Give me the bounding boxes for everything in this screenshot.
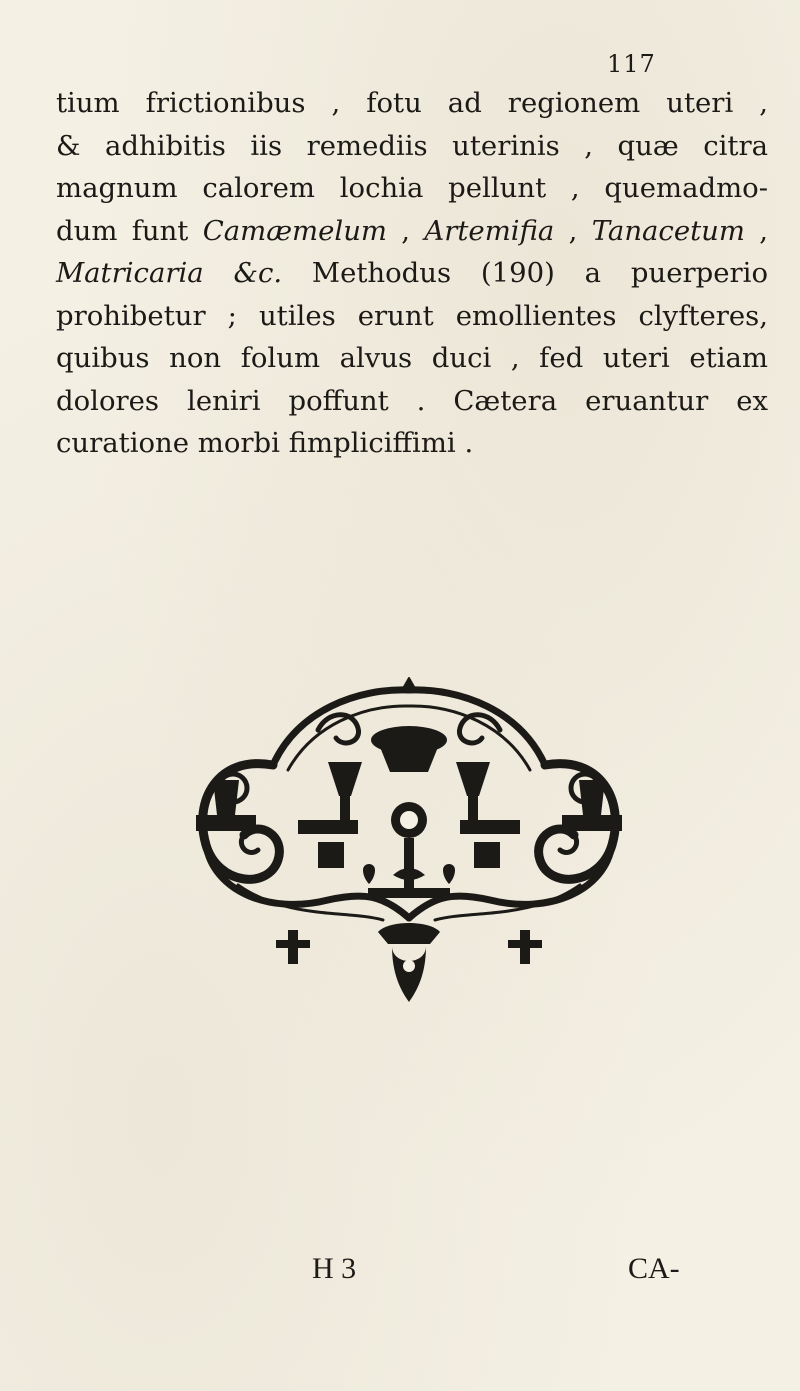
- text-segment: dolores leniri poffunt . Cætera eruantur ex: [56, 384, 768, 417]
- text-segment: quibus non folum alvus duci , fed uteri etiam: [56, 342, 768, 374]
- italic-segment: Tanacetum: [591, 214, 745, 247]
- text-line: [56, 337, 768, 380]
- signature-mark: H 3: [312, 1252, 357, 1285]
- italic-segment: Matricaria &c.: [56, 257, 283, 289]
- text-line: [56, 82, 768, 125]
- text-segment: tium frictionibus , fotu ad regionem uteri ,: [56, 87, 768, 119]
- text-line: [56, 167, 768, 210]
- catchword: CA-: [628, 1252, 680, 1285]
- page-number: 117: [607, 50, 656, 78]
- text-segment: prohibetur ; utiles erunt emollientes clyfteres,: [56, 299, 768, 332]
- text-segment: Methodus (190) a puerperio: [282, 257, 768, 289]
- text-segment: ,: [386, 214, 425, 247]
- italic-segment: Artemifia: [424, 214, 555, 247]
- text-line: [56, 125, 768, 168]
- text-segment: magnum calorem lochia pellunt , quemadmo-: [56, 172, 768, 204]
- text-segment: & adhibitis iis remediis uterinis , quæ citra: [56, 129, 768, 162]
- text-line: [56, 422, 768, 465]
- text-line: [56, 210, 768, 253]
- text-segment: curatione morbi fimpliciffimi .: [56, 427, 474, 459]
- text-segment: ,: [744, 214, 769, 247]
- page-footer: [0, 1252, 800, 1302]
- text-line: [56, 295, 768, 338]
- italic-segment: Camæmelum: [202, 214, 387, 247]
- text-segment: ,: [554, 214, 592, 247]
- baroque-tailpiece-ornament-icon: [178, 670, 640, 1015]
- text-segment: dum funt: [56, 214, 203, 247]
- body-text: [56, 82, 768, 465]
- text-line: [56, 380, 768, 423]
- text-line: [56, 252, 768, 295]
